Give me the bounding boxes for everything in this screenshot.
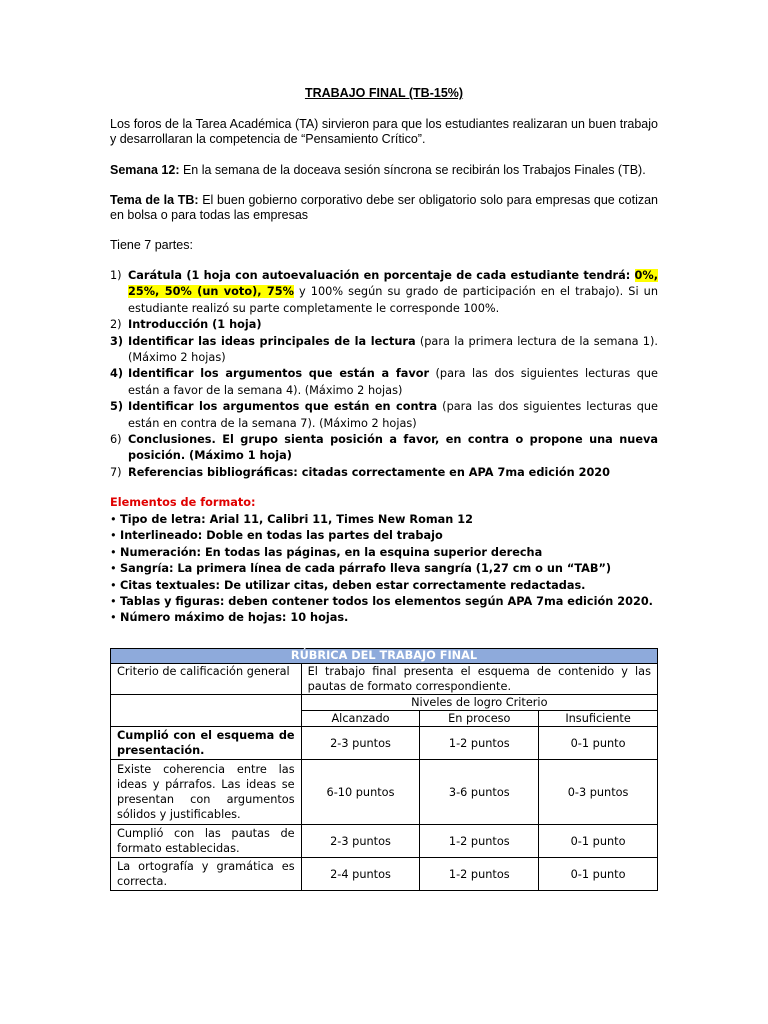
list-item — [110, 432, 658, 465]
rubric-title: RÚBRICA DEL TRABAJO FINAL — [111, 649, 658, 664]
list-number: 5) — [110, 400, 124, 414]
format-item: Citas textuales: De utilizar citas, deben estar correctamente redactadas. — [120, 578, 586, 592]
format-item: Tipo de letra: Arial 11, Calibri 11, Times New Roman 12 — [120, 513, 473, 526]
tema-text: El buen gobierno corporativo debe ser obligatorio solo para empresas que cotizan en bolsa o para todas las empresas — [110, 193, 658, 222]
list-number: 7) — [110, 465, 122, 479]
list-item — [110, 545, 670, 561]
document-title: TRABAJO FINAL (TB-15%) — [304, 86, 464, 100]
format-item: Interlineado: Doble en todas las partes del trabajo — [120, 529, 443, 543]
list-item — [110, 528, 670, 544]
criterion-cell: La ortografía y gramática es correcta. — [111, 858, 302, 891]
bullet-icon: • — [110, 578, 117, 592]
score-cell: 6-10 puntos — [301, 760, 420, 825]
score-cell: 0-1 punto — [539, 825, 658, 858]
level-header: Insuficiente — [539, 711, 658, 727]
table-row — [111, 695, 658, 711]
format-item: Sangría: La primera línea de cada párrafo lleva sangría (1,27 cm o un “TAB”) — [120, 562, 612, 576]
part-bold: Identificar los argumentos que están a favor — [128, 367, 430, 381]
part-bold: Carátula (1 hoja con autoevaluación en porcentaje de cada estudiante tendrá: — [128, 269, 635, 282]
general-criterion-label: Criterio de calificación general — [111, 664, 302, 695]
format-item: Número máximo de hojas: 10 hojas. — [120, 611, 349, 625]
part-rest: Introducción (1 hoja) — [128, 318, 262, 332]
list-item — [110, 366, 658, 399]
list-number: 3) — [110, 334, 124, 348]
level-header: En proceso — [420, 711, 539, 727]
bullet-icon: • — [110, 595, 117, 609]
table-row — [111, 727, 658, 760]
list-item — [110, 512, 670, 528]
intro-paragraph: Los foros de la Tarea Académica (TA) sirvieron para que los estudiantes realizaran un buen trabajo y desarrollaran la competencia de “Pensamiento Crítico”. — [110, 117, 658, 146]
bullet-icon: • — [110, 562, 117, 576]
list-number: 2) — [110, 318, 122, 332]
format-item: Tablas y figuras: deben contener todos los elementos según APA 7ma edición 2020. — [120, 595, 653, 609]
score-cell: 1-2 puntos — [420, 825, 539, 858]
part-rest: (para las dos siguientes lecturas que están a favor de la semana 4). (Máximo 2 hojas) — [128, 367, 658, 397]
score-cell: 3-6 puntos — [420, 760, 539, 825]
format-item: Numeración: En todas las páginas, en la esquina superior derecha — [120, 545, 543, 559]
score-cell: 0-1 punto — [539, 858, 658, 891]
list-item — [110, 610, 670, 626]
bullet-icon: • — [110, 529, 117, 543]
list-item — [110, 465, 658, 481]
part-rest: Referencias bibliográficas: citadas correctamente en APA 7ma edición 2020 — [128, 465, 611, 479]
table-row — [111, 825, 658, 858]
part-highlight: 0%, 25%, 50% (un voto), 75% — [128, 269, 658, 299]
criterion-cell: Existe coherencia entre las ideas y párrafos. Las ideas se presentan con argumentos sólidos y justificables. — [111, 760, 302, 825]
semana-label: Semana 12: — [110, 163, 180, 177]
score-cell: 0-1 punto — [539, 727, 658, 760]
list-item — [110, 594, 670, 610]
part-rest: . El grupo sienta posición a favor, en contra o propone una nueva posición. (Máximo 1 hoja) — [128, 433, 658, 463]
score-cell: 1-2 puntos — [420, 858, 539, 891]
part-bold: Identificar las ideas principales de la lectura — [128, 334, 416, 348]
part-rest: (para la primera lectura de la semana 1). (Máximo 2 hojas) — [128, 334, 658, 365]
format-list — [110, 512, 670, 627]
criterion-cell: Cumplió con las pautas de formato establecidas. — [111, 825, 302, 858]
list-item — [110, 399, 658, 432]
table-row — [111, 858, 658, 891]
format-heading: Elementos de formato: — [110, 496, 256, 509]
part-rest: (para las dos siguientes lecturas que están en contra de la semana 7). (Máximo 2 hojas) — [128, 400, 658, 430]
general-criterion-text: El trabajo final presenta el esquema de contenido y las pautas de formato correspondiente. — [301, 664, 657, 695]
list-item — [110, 317, 658, 333]
list-number: 4) — [110, 367, 124, 381]
tema-label: Tema de la TB: — [110, 193, 199, 207]
level-header: Alcanzado — [301, 711, 420, 727]
part-bold: Conclusiones — [128, 433, 212, 447]
levels-label: Niveles de logro Criterio — [301, 695, 657, 711]
bullet-icon: • — [110, 545, 117, 559]
semana-paragraph — [110, 163, 658, 178]
criterion-cell: Cumplió con el esquema de presentación. — [111, 727, 302, 760]
bullet-icon: • — [110, 513, 117, 526]
score-cell: 2-4 puntos — [301, 858, 420, 891]
table-row — [111, 649, 658, 664]
score-cell: 2-3 puntos — [301, 825, 420, 858]
parts-intro: Tiene 7 partes: — [110, 238, 193, 252]
rubric-table — [110, 648, 658, 891]
tema-paragraph — [110, 193, 658, 223]
list-item — [110, 334, 658, 367]
list-item — [110, 578, 670, 594]
semana-text: En la semana de la doceava sesión síncrona se recibirán los Trabajos Finales (TB). — [179, 163, 646, 177]
table-row — [111, 760, 658, 825]
list-item — [110, 561, 670, 577]
empty-cell — [111, 695, 302, 727]
score-cell: 1-2 puntos — [420, 727, 539, 760]
table-row — [111, 664, 658, 695]
parts-list — [110, 268, 658, 481]
list-item — [110, 268, 658, 317]
list-number: 1) — [110, 269, 122, 282]
score-cell: 2-3 puntos — [301, 727, 420, 760]
list-number: 6) — [110, 433, 122, 447]
score-cell: 0-3 puntos — [539, 760, 658, 825]
part-rest: y 100% según su grado de participación en el trabajo). Si un estudiante realizó su parte completamente le corresponde 100%. — [128, 285, 658, 315]
part-bold: Identificar los argumentos que están en contra — [128, 400, 438, 414]
bullet-icon: • — [110, 611, 117, 625]
